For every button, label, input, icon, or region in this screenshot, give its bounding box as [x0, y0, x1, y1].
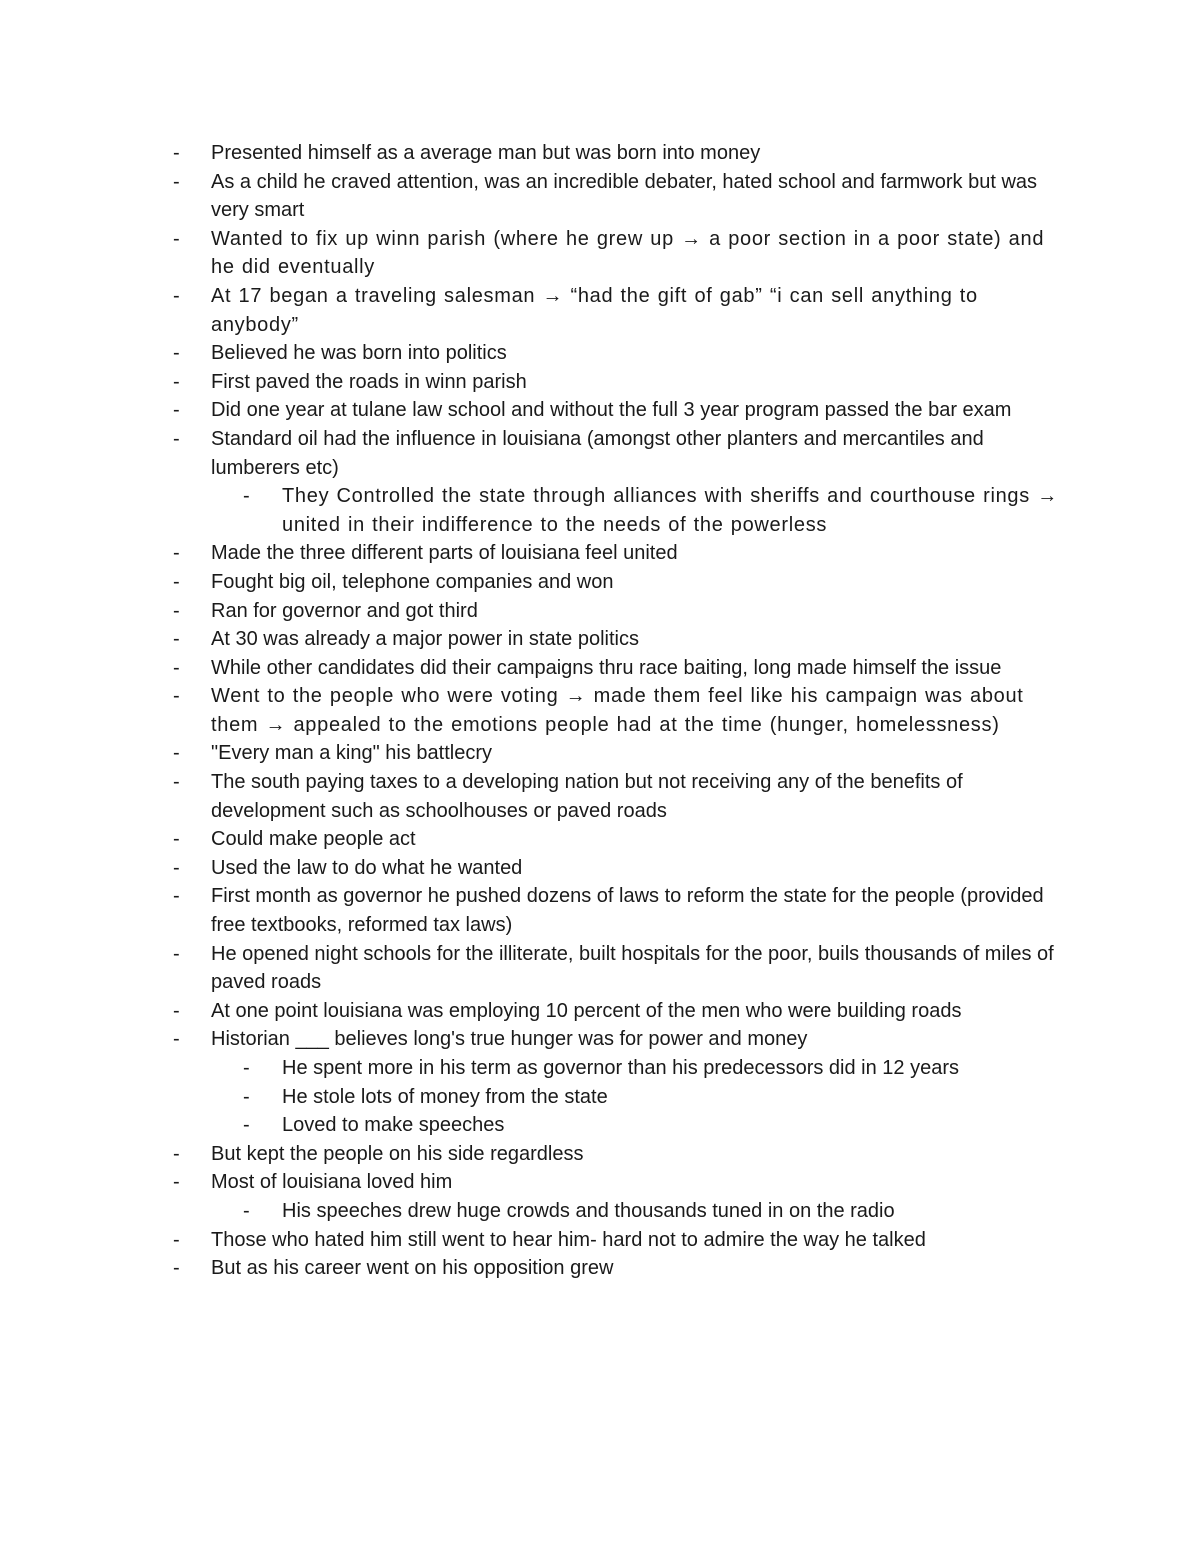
list-item-text: At 30 was already a major power in state politics — [211, 628, 639, 651]
list-item — [170, 539, 1070, 568]
list-item — [170, 882, 1070, 939]
sub-list-item — [170, 482, 1070, 539]
list-item-text: While other candidates did their campaigns thru race baiting, long made himself the issue — [211, 656, 1002, 679]
bullet-dash-icon: - — [173, 142, 180, 164]
sub-list-item — [170, 1054, 1070, 1083]
list-item-text: But as his career went on his opposition grew — [211, 1257, 614, 1280]
list-item — [170, 739, 1070, 768]
list-item — [170, 682, 1070, 739]
bullet-dash-icon: - — [173, 570, 180, 593]
list-item — [170, 1140, 1070, 1169]
list-item — [170, 854, 1070, 883]
list-item — [170, 940, 1070, 997]
bullet-dash-icon: - — [173, 828, 180, 851]
bullet-dash-icon: - — [173, 342, 180, 365]
list-item — [170, 225, 1070, 282]
bullet-dash-icon: - — [173, 856, 180, 879]
list-item-text: Presented himself as a average man but was born into money — [211, 142, 761, 164]
list-item — [170, 1254, 1070, 1283]
bullet-dash-icon: - — [173, 370, 180, 393]
list-item — [170, 339, 1070, 368]
list-item — [170, 1025, 1070, 1054]
list-item-text: Used the law to do what he wanted — [211, 856, 523, 879]
list-item-text: Loved to make speeches — [282, 1114, 505, 1137]
bullet-dash-icon: - — [173, 170, 180, 193]
list-item — [170, 396, 1070, 425]
list-item — [170, 568, 1070, 597]
bullet-dash-icon: - — [243, 1057, 250, 1079]
list-item — [170, 1168, 1070, 1197]
bullet-dash-icon: - — [243, 1085, 250, 1108]
list-item-text: Did one year at tulane law school and without the full 3 year program passed the bar exam — [211, 399, 1012, 422]
list-item-text: Historian ___ believes long's true hunger was for power and money — [211, 1028, 808, 1051]
list-item-text: Most of louisiana loved him — [211, 1171, 453, 1194]
bullet-dash-icon: - — [173, 771, 180, 794]
list-item — [170, 825, 1070, 854]
bullet-dash-icon: - — [173, 885, 180, 908]
list-item-text: Standard oil had the influence in louisiana (amongst other planters and mercantiles and lumberers etc) — [211, 427, 984, 479]
list-item — [170, 425, 1070, 482]
bullet-dash-icon: - — [173, 742, 180, 765]
list-item-text: "Every man a king" his battlecry — [211, 742, 492, 765]
list-item-text: At 17 began a traveling salesman → “had the gift of gab” “i can sell anything to anybody” — [211, 284, 978, 336]
bullet-dash-icon: - — [173, 999, 180, 1022]
list-item-text: As a child he craved attention, was an incredible debater, hated school and farmwork but was very smart — [211, 170, 1038, 222]
bullet-dash-icon: - — [173, 599, 180, 622]
bullet-dash-icon: - — [243, 1114, 250, 1137]
list-item-text: At one point louisiana was employing 10 percent of the men who were building roads — [211, 999, 962, 1022]
notes-list — [170, 139, 1070, 1283]
list-item-text: Fought big oil, telephone companies and won — [211, 570, 614, 593]
list-item — [170, 168, 1070, 225]
list-item — [170, 368, 1070, 397]
bullet-dash-icon: - — [173, 1171, 180, 1194]
bullet-dash-icon: - — [173, 399, 180, 422]
sub-list-item — [170, 1083, 1070, 1112]
list-item-text: But kept the people on his side regardless — [211, 1142, 584, 1165]
list-item — [170, 139, 1070, 168]
list-item-text: The south paying taxes to a developing nation but not receiving any of the benefits of development such as schoolhouses or paved roads — [211, 771, 963, 822]
list-item — [170, 1226, 1070, 1255]
sub-list-item — [170, 1197, 1070, 1226]
bullet-dash-icon: - — [173, 227, 181, 250]
list-item-text: Believed he was born into politics — [211, 342, 507, 365]
list-item — [170, 625, 1070, 654]
bullet-dash-icon: - — [173, 1228, 180, 1251]
list-item-text: Those who hated him still went to hear him- hard not to admire the way he talked — [211, 1228, 926, 1251]
list-item-text: First month as governor he pushed dozens of laws to reform the state for the people (provided free textbooks, reformed tax laws) — [211, 885, 1044, 937]
list-item-text: He stole lots of money from the state — [282, 1085, 608, 1108]
bullet-dash-icon: - — [243, 1199, 250, 1222]
list-item-text: Ran for governor and got third — [211, 599, 478, 622]
sub-list-item — [170, 1111, 1070, 1140]
bullet-dash-icon: - — [173, 1142, 180, 1165]
list-item-text: They Controlled the state through alliances with sheriffs and courthouse rings → united in their indifference to the needs of the powerless — [282, 485, 1058, 536]
list-item — [170, 282, 1070, 339]
list-item-text: He opened night schools for the illiterate, built hospitals for the poor, buils thousands of miles of paved roads — [211, 942, 1054, 994]
list-item-text: Went to the people who were voting → made them feel like his campaign was about them → appealed to the emotions people had at the time (hunger, homelessness) — [211, 685, 1024, 736]
bullet-dash-icon: - — [173, 942, 180, 965]
bullet-dash-icon: - — [173, 628, 180, 651]
bullet-dash-icon: - — [173, 542, 180, 565]
bullet-dash-icon: - — [173, 656, 180, 679]
bullet-dash-icon: - — [173, 427, 180, 450]
bullet-dash-icon: - — [173, 685, 181, 708]
list-item-text: Wanted to fix up winn parish (where he grew up → a poor section in a poor state) and he did eventually — [211, 227, 1045, 279]
list-item — [170, 654, 1070, 683]
bullet-dash-icon: - — [173, 1257, 180, 1280]
list-item-text: First paved the roads in winn parish — [211, 370, 527, 393]
bullet-dash-icon: - — [173, 284, 181, 307]
bullet-dash-icon: - — [243, 485, 251, 508]
list-item-text: Could make people act — [211, 828, 416, 851]
list-item — [170, 997, 1070, 1026]
list-item — [170, 597, 1070, 626]
list-item — [170, 768, 1070, 825]
bullet-dash-icon: - — [173, 1028, 180, 1051]
list-item-text: His speeches drew huge crowds and thousands tuned in on the radio — [282, 1199, 895, 1222]
list-item-text: He spent more in his term as governor than his predecessors did in 12 years — [282, 1057, 960, 1079]
list-item-text: Made the three different parts of louisiana feel united — [211, 542, 678, 565]
